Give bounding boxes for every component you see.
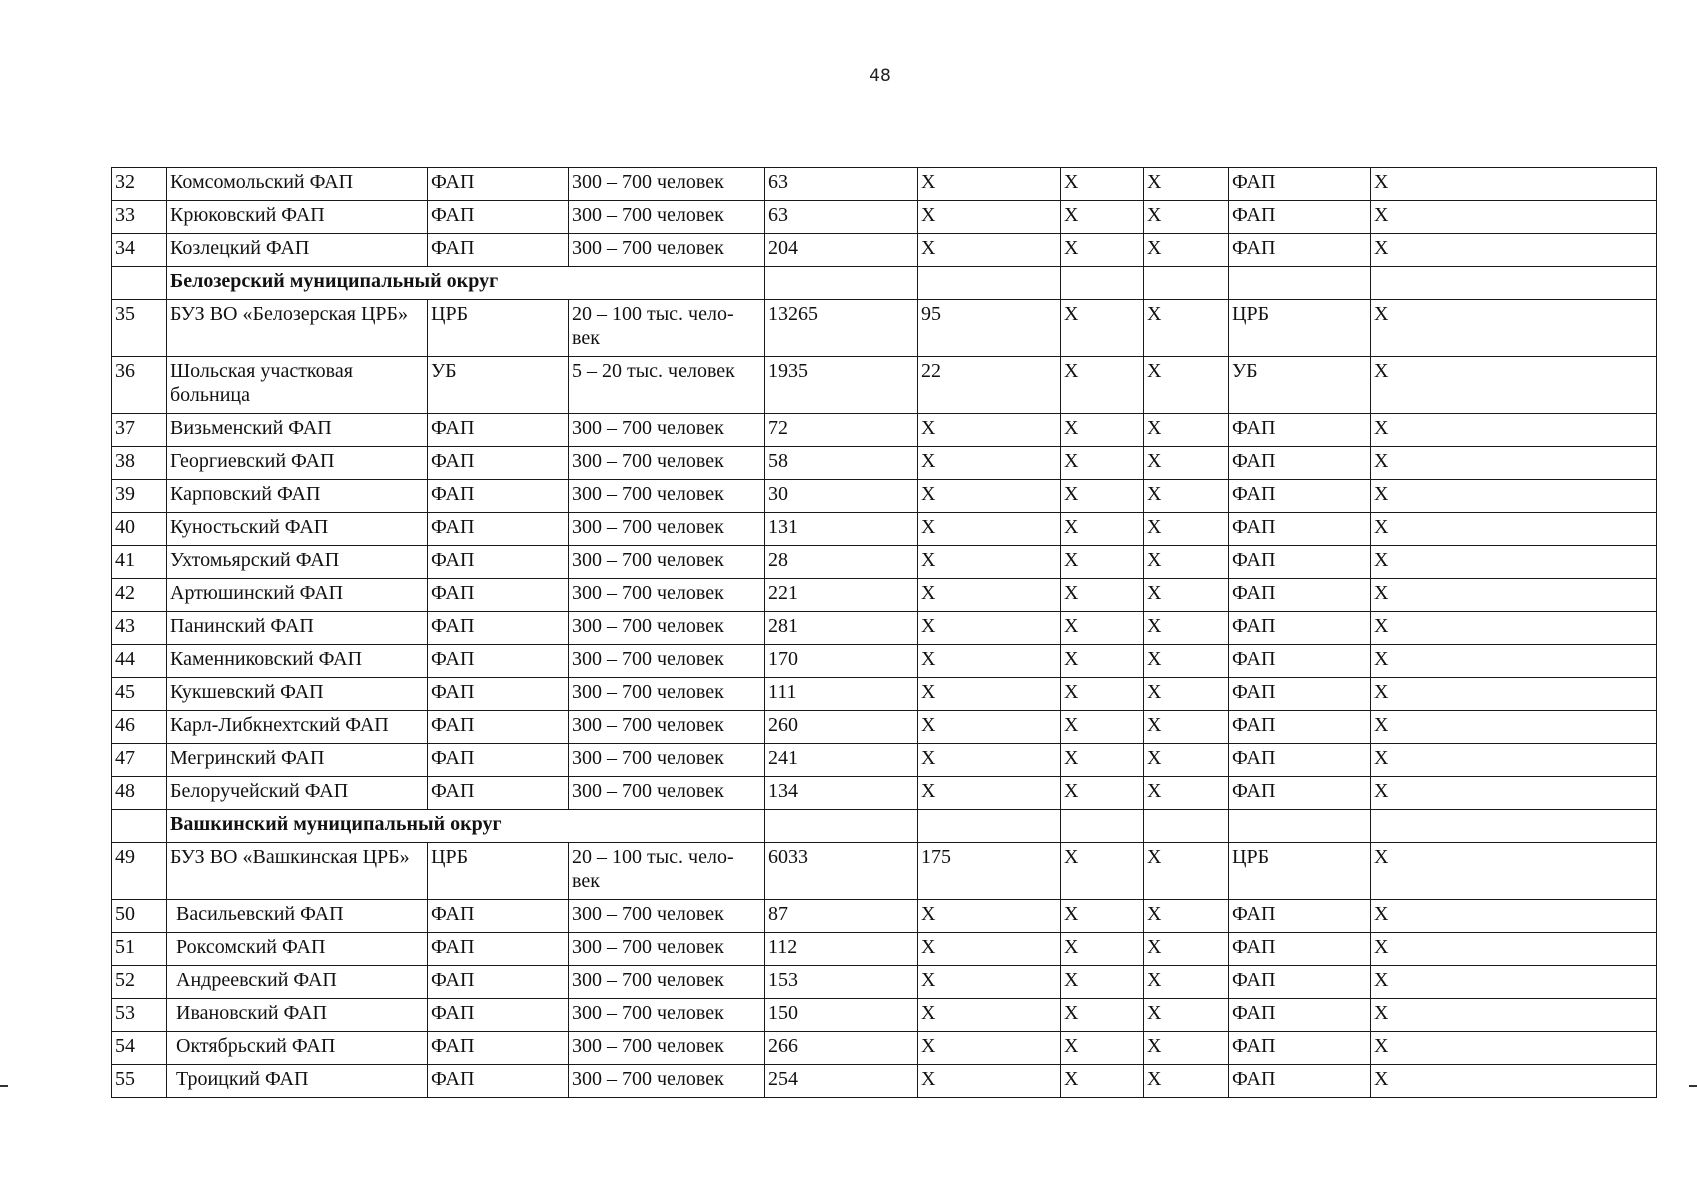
facility-type-cell: ЦРБ	[428, 843, 569, 900]
column-8-cell: Х	[1144, 678, 1229, 711]
column-8-cell: Х	[1144, 933, 1229, 966]
facility-name-cell: Артюшинский ФАП	[167, 579, 428, 612]
column-8-cell: Х	[1144, 966, 1229, 999]
row-number-cell: 46	[112, 711, 167, 744]
empty-cell	[1144, 810, 1229, 843]
column-9-cell: ФАП	[1229, 480, 1371, 513]
column-7-cell: Х	[1061, 933, 1144, 966]
row-number-cell: 53	[112, 999, 167, 1032]
facility-name-cell: Васильевский ФАП	[167, 900, 428, 933]
empty-cell	[765, 810, 918, 843]
facility-type-cell: ФАП	[428, 447, 569, 480]
row-number-cell: 37	[112, 414, 167, 447]
facilities-table	[111, 167, 1657, 1098]
column-8-cell: Х	[1144, 744, 1229, 777]
column-7-cell: Х	[1061, 1065, 1144, 1098]
column-7-cell: Х	[1061, 357, 1144, 414]
column-9-cell: ФАП	[1229, 777, 1371, 810]
column-7-cell: Х	[1061, 612, 1144, 645]
attached-population-cell: 150	[765, 999, 918, 1032]
row-number-cell: 48	[112, 777, 167, 810]
column-9-cell: ФАП	[1229, 1065, 1371, 1098]
column-9-cell: ФАП	[1229, 966, 1371, 999]
population-range-cell: 300 – 700 человек	[569, 612, 765, 645]
column-8-cell: Х	[1144, 234, 1229, 267]
population-range-cell: 300 – 700 человек	[569, 645, 765, 678]
attached-population-cell: 134	[765, 777, 918, 810]
population-range-cell: 5 – 20 тыс. человек	[569, 357, 765, 414]
column-10-cell: Х	[1371, 357, 1657, 414]
row-number-cell	[112, 267, 167, 300]
population-range-cell: 300 – 700 человек	[569, 414, 765, 447]
row-number-cell: 32	[112, 168, 167, 201]
facility-type-cell: ФАП	[428, 201, 569, 234]
empty-cell	[765, 267, 918, 300]
column-8-cell: Х	[1144, 711, 1229, 744]
attached-population-cell: 221	[765, 579, 918, 612]
column-8-cell: Х	[1144, 843, 1229, 900]
empty-cell	[918, 267, 1061, 300]
row-number-cell: 42	[112, 579, 167, 612]
empty-cell	[1371, 810, 1657, 843]
column-8-cell: Х	[1144, 168, 1229, 201]
population-range-cell: 300 – 700 человек	[569, 513, 765, 546]
column-10-cell: Х	[1371, 843, 1657, 900]
section-title: Вашкинский муниципальный округ	[167, 810, 765, 843]
beds-cell: 22	[918, 357, 1061, 414]
column-9-cell: ФАП	[1229, 678, 1371, 711]
table-row	[112, 1032, 1657, 1065]
facility-name-cell: Кукшевский ФАП	[167, 678, 428, 711]
column-10-cell: Х	[1371, 744, 1657, 777]
facility-type-cell: ФАП	[428, 513, 569, 546]
table-row	[112, 513, 1657, 546]
attached-population-cell: 87	[765, 900, 918, 933]
column-9-cell: ФАП	[1229, 513, 1371, 546]
column-7-cell: Х	[1061, 300, 1144, 357]
column-8-cell: Х	[1144, 447, 1229, 480]
beds-cell: Х	[918, 933, 1061, 966]
facility-name-cell: БУЗ ВО «Вашкинская ЦРБ»	[167, 843, 428, 900]
column-9-cell: ФАП	[1229, 711, 1371, 744]
facility-name-cell: Панинский ФАП	[167, 612, 428, 645]
column-10-cell: Х	[1371, 414, 1657, 447]
column-7-cell: Х	[1061, 645, 1144, 678]
facility-name-cell: Георгиевский ФАП	[167, 447, 428, 480]
column-10-cell: Х	[1371, 612, 1657, 645]
column-7-cell: Х	[1061, 900, 1144, 933]
column-7-cell: Х	[1061, 678, 1144, 711]
column-9-cell: ФАП	[1229, 900, 1371, 933]
column-8-cell: Х	[1144, 579, 1229, 612]
column-7-cell: Х	[1061, 966, 1144, 999]
column-7-cell: Х	[1061, 447, 1144, 480]
population-range-cell: 300 – 700 человек	[569, 168, 765, 201]
table-row	[112, 201, 1657, 234]
row-number-cell: 40	[112, 513, 167, 546]
attached-population-cell: 112	[765, 933, 918, 966]
row-number-cell: 52	[112, 966, 167, 999]
beds-cell: 175	[918, 843, 1061, 900]
column-8-cell: Х	[1144, 546, 1229, 579]
section-row	[112, 267, 1657, 300]
beds-cell: Х	[918, 966, 1061, 999]
facility-name-cell: Визьменский ФАП	[167, 414, 428, 447]
right-edge-mark	[1689, 1085, 1697, 1087]
table-row	[112, 999, 1657, 1032]
column-10-cell: Х	[1371, 201, 1657, 234]
facility-type-cell: ФАП	[428, 546, 569, 579]
facility-type-cell: ФАП	[428, 1032, 569, 1065]
attached-population-cell: 13265	[765, 300, 918, 357]
beds-cell: 95	[918, 300, 1061, 357]
column-10-cell: Х	[1371, 933, 1657, 966]
facility-name-cell: Карл-Либкнехтский ФАП	[167, 711, 428, 744]
column-9-cell: ФАП	[1229, 999, 1371, 1032]
population-range-cell: 300 – 700 человек	[569, 678, 765, 711]
table-row	[112, 843, 1657, 900]
beds-cell: Х	[918, 678, 1061, 711]
empty-cell	[1229, 810, 1371, 843]
table-row	[112, 966, 1657, 999]
facility-name-cell: Козлецкий ФАП	[167, 234, 428, 267]
facility-type-cell: ФАП	[428, 900, 569, 933]
beds-cell: Х	[918, 612, 1061, 645]
population-range-cell: 300 – 700 человек	[569, 480, 765, 513]
column-8-cell: Х	[1144, 1065, 1229, 1098]
row-number-cell: 41	[112, 546, 167, 579]
beds-cell: Х	[918, 711, 1061, 744]
empty-cell	[1061, 267, 1144, 300]
facility-name-cell: Каменниковский ФАП	[167, 645, 428, 678]
facility-name-cell: Андреевский ФАП	[167, 966, 428, 999]
column-8-cell: Х	[1144, 357, 1229, 414]
beds-cell: Х	[918, 201, 1061, 234]
column-7-cell: Х	[1061, 414, 1144, 447]
column-8-cell: Х	[1144, 645, 1229, 678]
table-row	[112, 933, 1657, 966]
attached-population-cell: 241	[765, 744, 918, 777]
facility-name-cell: Ивановский ФАП	[167, 999, 428, 1032]
column-10-cell: Х	[1371, 711, 1657, 744]
row-number-cell: 51	[112, 933, 167, 966]
population-range-cell: 300 – 700 человек	[569, 234, 765, 267]
column-10-cell: Х	[1371, 513, 1657, 546]
table-row	[112, 546, 1657, 579]
column-10-cell: Х	[1371, 645, 1657, 678]
column-10-cell: Х	[1371, 900, 1657, 933]
table-row	[112, 357, 1657, 414]
table-row	[112, 744, 1657, 777]
column-9-cell: ФАП	[1229, 744, 1371, 777]
row-number-cell: 50	[112, 900, 167, 933]
column-10-cell: Х	[1371, 579, 1657, 612]
empty-cell	[1371, 267, 1657, 300]
beds-cell: Х	[918, 1065, 1061, 1098]
facility-type-cell: ФАП	[428, 234, 569, 267]
column-9-cell: УБ	[1229, 357, 1371, 414]
column-7-cell: Х	[1061, 711, 1144, 744]
facility-type-cell: УБ	[428, 357, 569, 414]
column-8-cell: Х	[1144, 513, 1229, 546]
column-10-cell: Х	[1371, 168, 1657, 201]
attached-population-cell: 63	[765, 168, 918, 201]
column-7-cell: Х	[1061, 999, 1144, 1032]
population-range-cell: 20 – 100 тыс. чело-век	[569, 300, 765, 357]
population-range-cell: 300 – 700 человек	[569, 933, 765, 966]
table-row	[112, 777, 1657, 810]
attached-population-cell: 260	[765, 711, 918, 744]
attached-population-cell: 63	[765, 201, 918, 234]
row-number-cell: 39	[112, 480, 167, 513]
column-7-cell: Х	[1061, 843, 1144, 900]
beds-cell: Х	[918, 579, 1061, 612]
facility-name-cell: БУЗ ВО «Белозерская ЦРБ»	[167, 300, 428, 357]
population-range-cell: 300 – 700 человек	[569, 546, 765, 579]
facility-name-cell: Шольская участковая больница	[167, 357, 428, 414]
row-number-cell: 44	[112, 645, 167, 678]
row-number-cell: 33	[112, 201, 167, 234]
column-9-cell: ФАП	[1229, 546, 1371, 579]
attached-population-cell: 266	[765, 1032, 918, 1065]
beds-cell: Х	[918, 447, 1061, 480]
column-7-cell: Х	[1061, 201, 1144, 234]
section-row	[112, 810, 1657, 843]
table-row	[112, 612, 1657, 645]
column-8-cell: Х	[1144, 201, 1229, 234]
attached-population-cell: 170	[765, 645, 918, 678]
facility-type-cell: ФАП	[428, 933, 569, 966]
beds-cell: Х	[918, 513, 1061, 546]
attached-population-cell: 72	[765, 414, 918, 447]
row-number-cell: 38	[112, 447, 167, 480]
column-9-cell: ФАП	[1229, 645, 1371, 678]
population-range-cell: 300 – 700 человек	[569, 999, 765, 1032]
attached-population-cell: 58	[765, 447, 918, 480]
page-number: 48	[869, 66, 891, 86]
facility-name-cell: Карповский ФАП	[167, 480, 428, 513]
beds-cell: Х	[918, 645, 1061, 678]
column-10-cell: Х	[1371, 546, 1657, 579]
table-row	[112, 678, 1657, 711]
column-10-cell: Х	[1371, 999, 1657, 1032]
beds-cell: Х	[918, 900, 1061, 933]
row-number-cell	[112, 810, 167, 843]
population-range-cell: 300 – 700 человек	[569, 1065, 765, 1098]
facility-type-cell: ФАП	[428, 966, 569, 999]
row-number-cell: 34	[112, 234, 167, 267]
table-row	[112, 234, 1657, 267]
left-edge-mark	[0, 1085, 8, 1087]
facility-type-cell: ФАП	[428, 999, 569, 1032]
facility-name-cell: Комсомольский ФАП	[167, 168, 428, 201]
column-10-cell: Х	[1371, 1065, 1657, 1098]
table-row	[112, 711, 1657, 744]
beds-cell: Х	[918, 546, 1061, 579]
beds-cell: Х	[918, 777, 1061, 810]
attached-population-cell: 30	[765, 480, 918, 513]
table-row	[112, 900, 1657, 933]
facility-type-cell: ФАП	[428, 579, 569, 612]
empty-cell	[918, 810, 1061, 843]
table-row	[112, 300, 1657, 357]
beds-cell: Х	[918, 1032, 1061, 1065]
row-number-cell: 55	[112, 1065, 167, 1098]
column-10-cell: Х	[1371, 234, 1657, 267]
beds-cell: Х	[918, 744, 1061, 777]
column-7-cell: Х	[1061, 513, 1144, 546]
beds-cell: Х	[918, 414, 1061, 447]
column-8-cell: Х	[1144, 414, 1229, 447]
column-9-cell: ФАП	[1229, 579, 1371, 612]
row-number-cell: 43	[112, 612, 167, 645]
column-9-cell: ФАП	[1229, 201, 1371, 234]
column-10-cell: Х	[1371, 966, 1657, 999]
column-8-cell: Х	[1144, 1032, 1229, 1065]
attached-population-cell: 281	[765, 612, 918, 645]
column-9-cell: ФАП	[1229, 612, 1371, 645]
row-number-cell: 49	[112, 843, 167, 900]
facility-type-cell: ФАП	[428, 168, 569, 201]
facility-type-cell: ФАП	[428, 777, 569, 810]
attached-population-cell: 254	[765, 1065, 918, 1098]
column-7-cell: Х	[1061, 546, 1144, 579]
facility-type-cell: ФАП	[428, 480, 569, 513]
population-range-cell: 300 – 700 человек	[569, 579, 765, 612]
table-row	[112, 480, 1657, 513]
column-7-cell: Х	[1061, 168, 1144, 201]
table-row	[112, 414, 1657, 447]
table-row	[112, 1065, 1657, 1098]
column-8-cell: Х	[1144, 480, 1229, 513]
table-row	[112, 447, 1657, 480]
population-range-cell: 300 – 700 человек	[569, 744, 765, 777]
beds-cell: Х	[918, 480, 1061, 513]
attached-population-cell: 111	[765, 678, 918, 711]
column-10-cell: Х	[1371, 480, 1657, 513]
column-9-cell: ФАП	[1229, 447, 1371, 480]
empty-cell	[1229, 267, 1371, 300]
column-9-cell: ЦРБ	[1229, 843, 1371, 900]
attached-population-cell: 28	[765, 546, 918, 579]
facility-name-cell: Октябрьский ФАП	[167, 1032, 428, 1065]
column-7-cell: Х	[1061, 744, 1144, 777]
facility-type-cell: ФАП	[428, 744, 569, 777]
row-number-cell: 45	[112, 678, 167, 711]
beds-cell: Х	[918, 168, 1061, 201]
column-9-cell: ФАП	[1229, 933, 1371, 966]
attached-population-cell: 204	[765, 234, 918, 267]
facility-name-cell: Куностьский ФАП	[167, 513, 428, 546]
attached-population-cell: 131	[765, 513, 918, 546]
attached-population-cell: 6033	[765, 843, 918, 900]
column-10-cell: Х	[1371, 300, 1657, 357]
attached-population-cell: 153	[765, 966, 918, 999]
facility-type-cell: ФАП	[428, 612, 569, 645]
facility-type-cell: ФАП	[428, 1065, 569, 1098]
section-title: Белозерский муниципальный округ	[167, 267, 765, 300]
column-10-cell: Х	[1371, 777, 1657, 810]
population-range-cell: 300 – 700 человек	[569, 777, 765, 810]
column-10-cell: Х	[1371, 678, 1657, 711]
column-10-cell: Х	[1371, 447, 1657, 480]
column-8-cell: Х	[1144, 612, 1229, 645]
beds-cell: Х	[918, 999, 1061, 1032]
column-8-cell: Х	[1144, 777, 1229, 810]
facility-type-cell: ФАП	[428, 414, 569, 447]
attached-population-cell: 1935	[765, 357, 918, 414]
table-row	[112, 645, 1657, 678]
population-range-cell: 20 – 100 тыс. чело-век	[569, 843, 765, 900]
row-number-cell: 47	[112, 744, 167, 777]
beds-cell: Х	[918, 234, 1061, 267]
column-7-cell: Х	[1061, 579, 1144, 612]
column-7-cell: Х	[1061, 1032, 1144, 1065]
row-number-cell: 54	[112, 1032, 167, 1065]
facility-name-cell: Крюковский ФАП	[167, 201, 428, 234]
population-range-cell: 300 – 700 человек	[569, 201, 765, 234]
column-7-cell: Х	[1061, 480, 1144, 513]
population-range-cell: 300 – 700 человек	[569, 447, 765, 480]
population-range-cell: 300 – 700 человек	[569, 1032, 765, 1065]
column-8-cell: Х	[1144, 900, 1229, 933]
column-7-cell: Х	[1061, 234, 1144, 267]
column-9-cell: ЦРБ	[1229, 300, 1371, 357]
column-9-cell: ФАП	[1229, 234, 1371, 267]
population-range-cell: 300 – 700 человек	[569, 966, 765, 999]
column-10-cell: Х	[1371, 1032, 1657, 1065]
column-9-cell: ФАП	[1229, 168, 1371, 201]
facility-name-cell: Троицкий ФАП	[167, 1065, 428, 1098]
column-8-cell: Х	[1144, 999, 1229, 1032]
facility-name-cell: Роксомский ФАП	[167, 933, 428, 966]
row-number-cell: 35	[112, 300, 167, 357]
table-row	[112, 579, 1657, 612]
table-row	[112, 168, 1657, 201]
row-number-cell: 36	[112, 357, 167, 414]
facility-name-cell: Мегринский ФАП	[167, 744, 428, 777]
column-8-cell: Х	[1144, 300, 1229, 357]
facility-type-cell: ФАП	[428, 711, 569, 744]
facility-type-cell: ЦРБ	[428, 300, 569, 357]
table-body	[112, 168, 1657, 1098]
column-9-cell: ФАП	[1229, 414, 1371, 447]
column-9-cell: ФАП	[1229, 1032, 1371, 1065]
facility-type-cell: ФАП	[428, 645, 569, 678]
column-7-cell: Х	[1061, 777, 1144, 810]
facility-name-cell: Белоручейский ФАП	[167, 777, 428, 810]
facility-name-cell: Ухтомьярский ФАП	[167, 546, 428, 579]
empty-cell	[1061, 810, 1144, 843]
facility-type-cell: ФАП	[428, 678, 569, 711]
empty-cell	[1144, 267, 1229, 300]
population-range-cell: 300 – 700 человек	[569, 711, 765, 744]
population-range-cell: 300 – 700 человек	[569, 900, 765, 933]
